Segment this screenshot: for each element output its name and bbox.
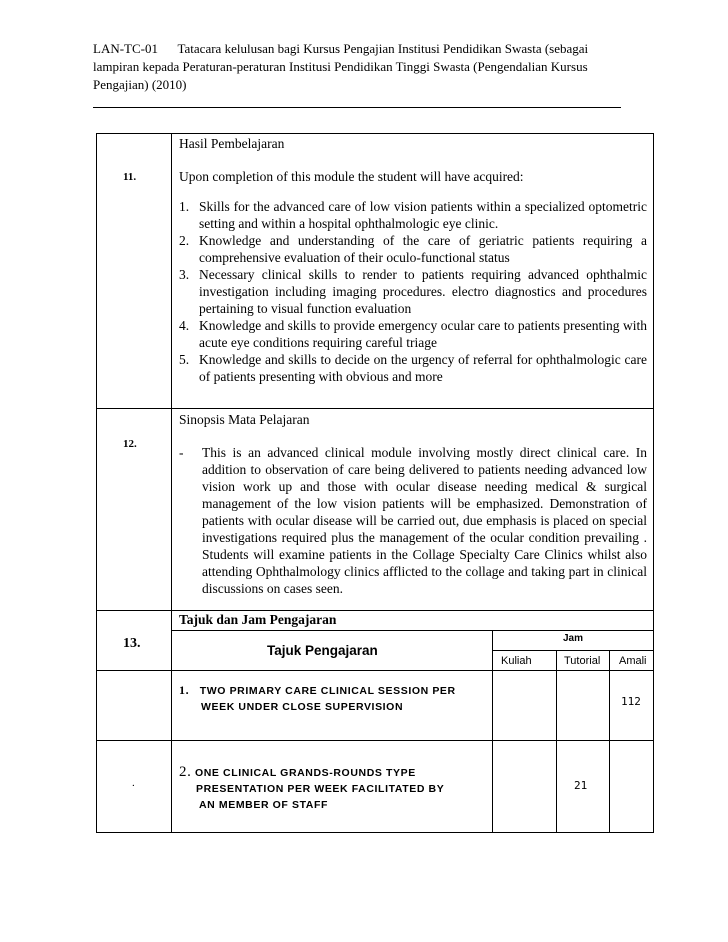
row-mark: . [132, 777, 135, 789]
outcomes-intro: Upon completion of this module the student will have acquired: [179, 169, 524, 184]
synopsis-text: This is an advanced clinical module involving mostly direct clinical care. In addition to observation of care being delivered to patients needing advanced low vision work up and those with ocular disease needing medical & surgical management of the low vision patients will be emphasized. Demonstration of patients with ocular disease will be carried out, due emphasis is placed on special investigations required plus the management of the ocular condition prevailing . Students will examine patients in the Collage Specialty Care Clinics whilst also attending Ophthalmology clinics afflicted to the collage and taking part in clinical discussions on cases seen. [202, 445, 647, 596]
section-number-12: 12. [123, 438, 137, 450]
column-divider [171, 134, 172, 832]
document-title: Tatacara kelulusan bagi Kursus Pengajian Institusi Pendidikan Swasta (sebagai lampiran kepada Peraturan-peraturan Institusi Pendidikan Tinggi Swasta (Pengendalian Kursus Pengajian) (2010) [93, 41, 589, 92]
section-number-13: 13. [123, 636, 141, 651]
column-divider-tutorial [609, 650, 610, 832]
table-row-topic-2: 2. ONE CLINICAL GRANDS-ROUNDS TYPE PRESENTATION PER WEEK FACILITATED BY AN MEMBER OF STAFF [179, 764, 445, 811]
column-divider-topic [492, 630, 493, 832]
column-header-kuliah: Kuliah [501, 655, 532, 667]
section-title-learning-outcomes: Hasil Pembelajaran [179, 136, 285, 151]
column-divider-kuliah [556, 650, 557, 832]
document-code: LAN-TC-01 [93, 41, 158, 56]
synopsis-paragraph [179, 444, 647, 597]
row-divider [97, 610, 653, 611]
column-header-amali: Amali [619, 655, 647, 667]
row-divider [97, 670, 653, 671]
list-item: 2. Knowledge and understanding of the care of geriatric patients requiring a comprehensive evaluation of their oculo-functional status [179, 233, 647, 265]
bullet-dash: - [179, 445, 184, 460]
column-header-jam: Jam [563, 633, 584, 644]
section-title-topics-hours: Tajuk dan Jam Pengajaran [179, 612, 337, 627]
jam-divider [492, 650, 653, 651]
column-header-tutorial: Tutorial [564, 655, 601, 667]
header-divider [93, 107, 621, 108]
row-divider [171, 630, 653, 631]
section-title-synopsis: Sinopsis Mata Pelajaran [179, 412, 310, 427]
course-table [96, 133, 654, 833]
hours-amali-1: 112 [621, 695, 641, 708]
section-number-11: 11. [123, 171, 137, 183]
list-item: 1. Skills for the advanced care of low vision patients within a specialized optometric setting and within a hospital ophthalmologic eye clinic. [179, 199, 647, 231]
list-item: 5. Knowledge and skills to decide on the urgency of referral for ophthalmologic care of patients presenting with obvious and more [179, 352, 647, 384]
outcomes-list [179, 198, 647, 385]
hours-tutorial-2: 21 [574, 779, 588, 792]
row-divider [97, 740, 653, 741]
column-header-topic: Tajuk Pengajaran [267, 643, 378, 658]
row-divider [97, 408, 653, 409]
table-row-topic-1: 1. TWO PRIMARY CARE CLINICAL SESSION PER WEEK UNDER CLOSE SUPERVISION [179, 683, 456, 713]
page-header [93, 40, 623, 94]
list-item: 3. Necessary clinical skills to render to patients requiring advanced ophthalmic investigation including imaging procedures. electro diagnostics and procedures pertaining to visual function evaluation [179, 267, 647, 316]
list-item: 4. Knowledge and skills to provide emergency ocular care to patients presenting with acute eye conditions requiring careful triage [179, 318, 647, 350]
